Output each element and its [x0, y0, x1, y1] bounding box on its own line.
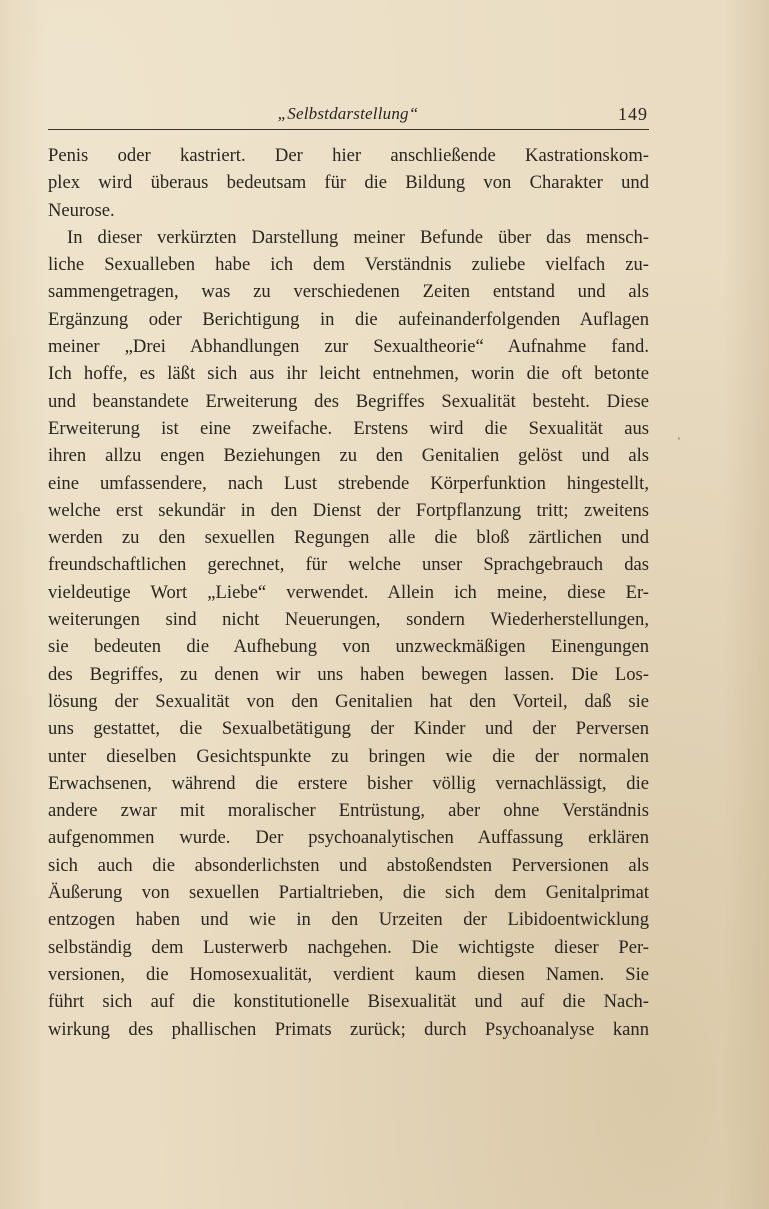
text-line: plex wird überaus bedeutsam für die Bildung von Charakter und — [48, 172, 649, 194]
text-line: sie bedeuten die Aufhebung von unzweckmäßigen Einengungen — [48, 636, 649, 658]
text-line: Erweiterung ist eine zweifache. Erstens wird die Sexualität aus — [48, 417, 649, 439]
text-line: lösung der Sexualität von den Genitalien hat den Vorteil, daß sie — [48, 690, 649, 712]
text-line: Neurose. — [48, 199, 115, 221]
text-line: uns gestattet, die Sexualbetätigung der Kinder und der Perversen — [48, 718, 649, 740]
text-line: liche Sexualleben habe ich dem Verständnis zuliebe vielfach zu- — [48, 254, 649, 276]
header-rule — [48, 129, 649, 130]
text-line: meiner „Drei Abhandlungen zur Sexualtheorie“ Aufnahme fand. — [48, 336, 649, 358]
page-number: 149 — [618, 104, 648, 124]
text-line: Erwachsenen, während die erstere bisher völlig vernachlässigt, die — [48, 772, 649, 794]
text-line: und beanstandete Erweiterung des Begriffes Sexualität besteht. Diese — [48, 390, 649, 412]
text-line: sich auch die absonderlichsten und abstoßendsten Perversionen als — [48, 854, 649, 876]
text-line: vieldeutige Wort „Liebe“ verwendet. Allein ich meine, diese Er- — [48, 581, 649, 603]
text-line: Penis oder kastriert. Der hier anschließende Kastrationskom- — [48, 145, 649, 166]
text-line: Ich hoffe, es läßt sich aus ihr leicht entnehmen, worin die oft betonte — [48, 363, 649, 385]
text-line: des Begriffes, zu denen wir uns haben bewegen lassen. Die Los- — [48, 663, 649, 685]
text-line: weiterungen sind nicht Neuerungen, sondern Wiederherstellungen, — [48, 609, 649, 631]
text-line: ihren allzu engen Beziehungen zu den Genitalien gelöst und als — [48, 445, 649, 467]
text-line: freundschaftlichen gerechnet, für welche unser Sprachgebrauch das — [48, 554, 649, 576]
text-line: selbständig dem Lusterwerb nachgehen. Die wichtigste dieser Per- — [48, 936, 649, 958]
text-line: führt sich auf die konstitutionelle Bisexualität und auf die Nach- — [48, 991, 649, 1013]
text-line: versionen, die Homosexualität, verdient kaum diesen Namen. Sie — [48, 963, 649, 985]
text-line: aufgenommen wurde. Der psychoanalytischen Auffassung erklären — [48, 827, 649, 849]
paper-speck — [678, 437, 680, 440]
body-text — [48, 142, 649, 1043]
text-line: eine umfassendere, nach Lust strebende Körperfunktion hingestellt, — [48, 472, 649, 494]
text-line: werden zu den sexuellen Regungen alle die bloß zärtlichen und — [48, 527, 649, 549]
text-line: Äußerung von sexuellen Partialtrieben, die sich dem Genitalprimat — [48, 882, 649, 904]
text-line: welche erst sekundär in den Dienst der Fortpflanzung tritt; zweitens — [48, 499, 649, 521]
text-line: unter dieselben Gesichtspunkte zu bringen wie die der normalen — [48, 745, 649, 767]
text-line: Ergänzung oder Berichtigung in die aufeinanderfolgenden Auflagen — [48, 308, 649, 330]
text-line: andere zwar mit moralischer Entrüstung, aber ohne Verständnis — [48, 800, 649, 822]
text-line: wirkung des phallischen Primats zurück; durch Psychoanalyse kann — [48, 1018, 649, 1040]
running-head — [48, 100, 648, 128]
text-line: In dieser verkürzten Darstellung meiner Befunde über das mensch- — [67, 226, 649, 248]
text-line: entzogen haben und wie in den Urzeiten der Libidoentwicklung — [48, 909, 649, 931]
running-title: „Selbstdarstellung“ — [277, 104, 419, 123]
text-line: sammengetragen, was zu verschiedenen Zeiten entstand und als — [48, 281, 649, 303]
